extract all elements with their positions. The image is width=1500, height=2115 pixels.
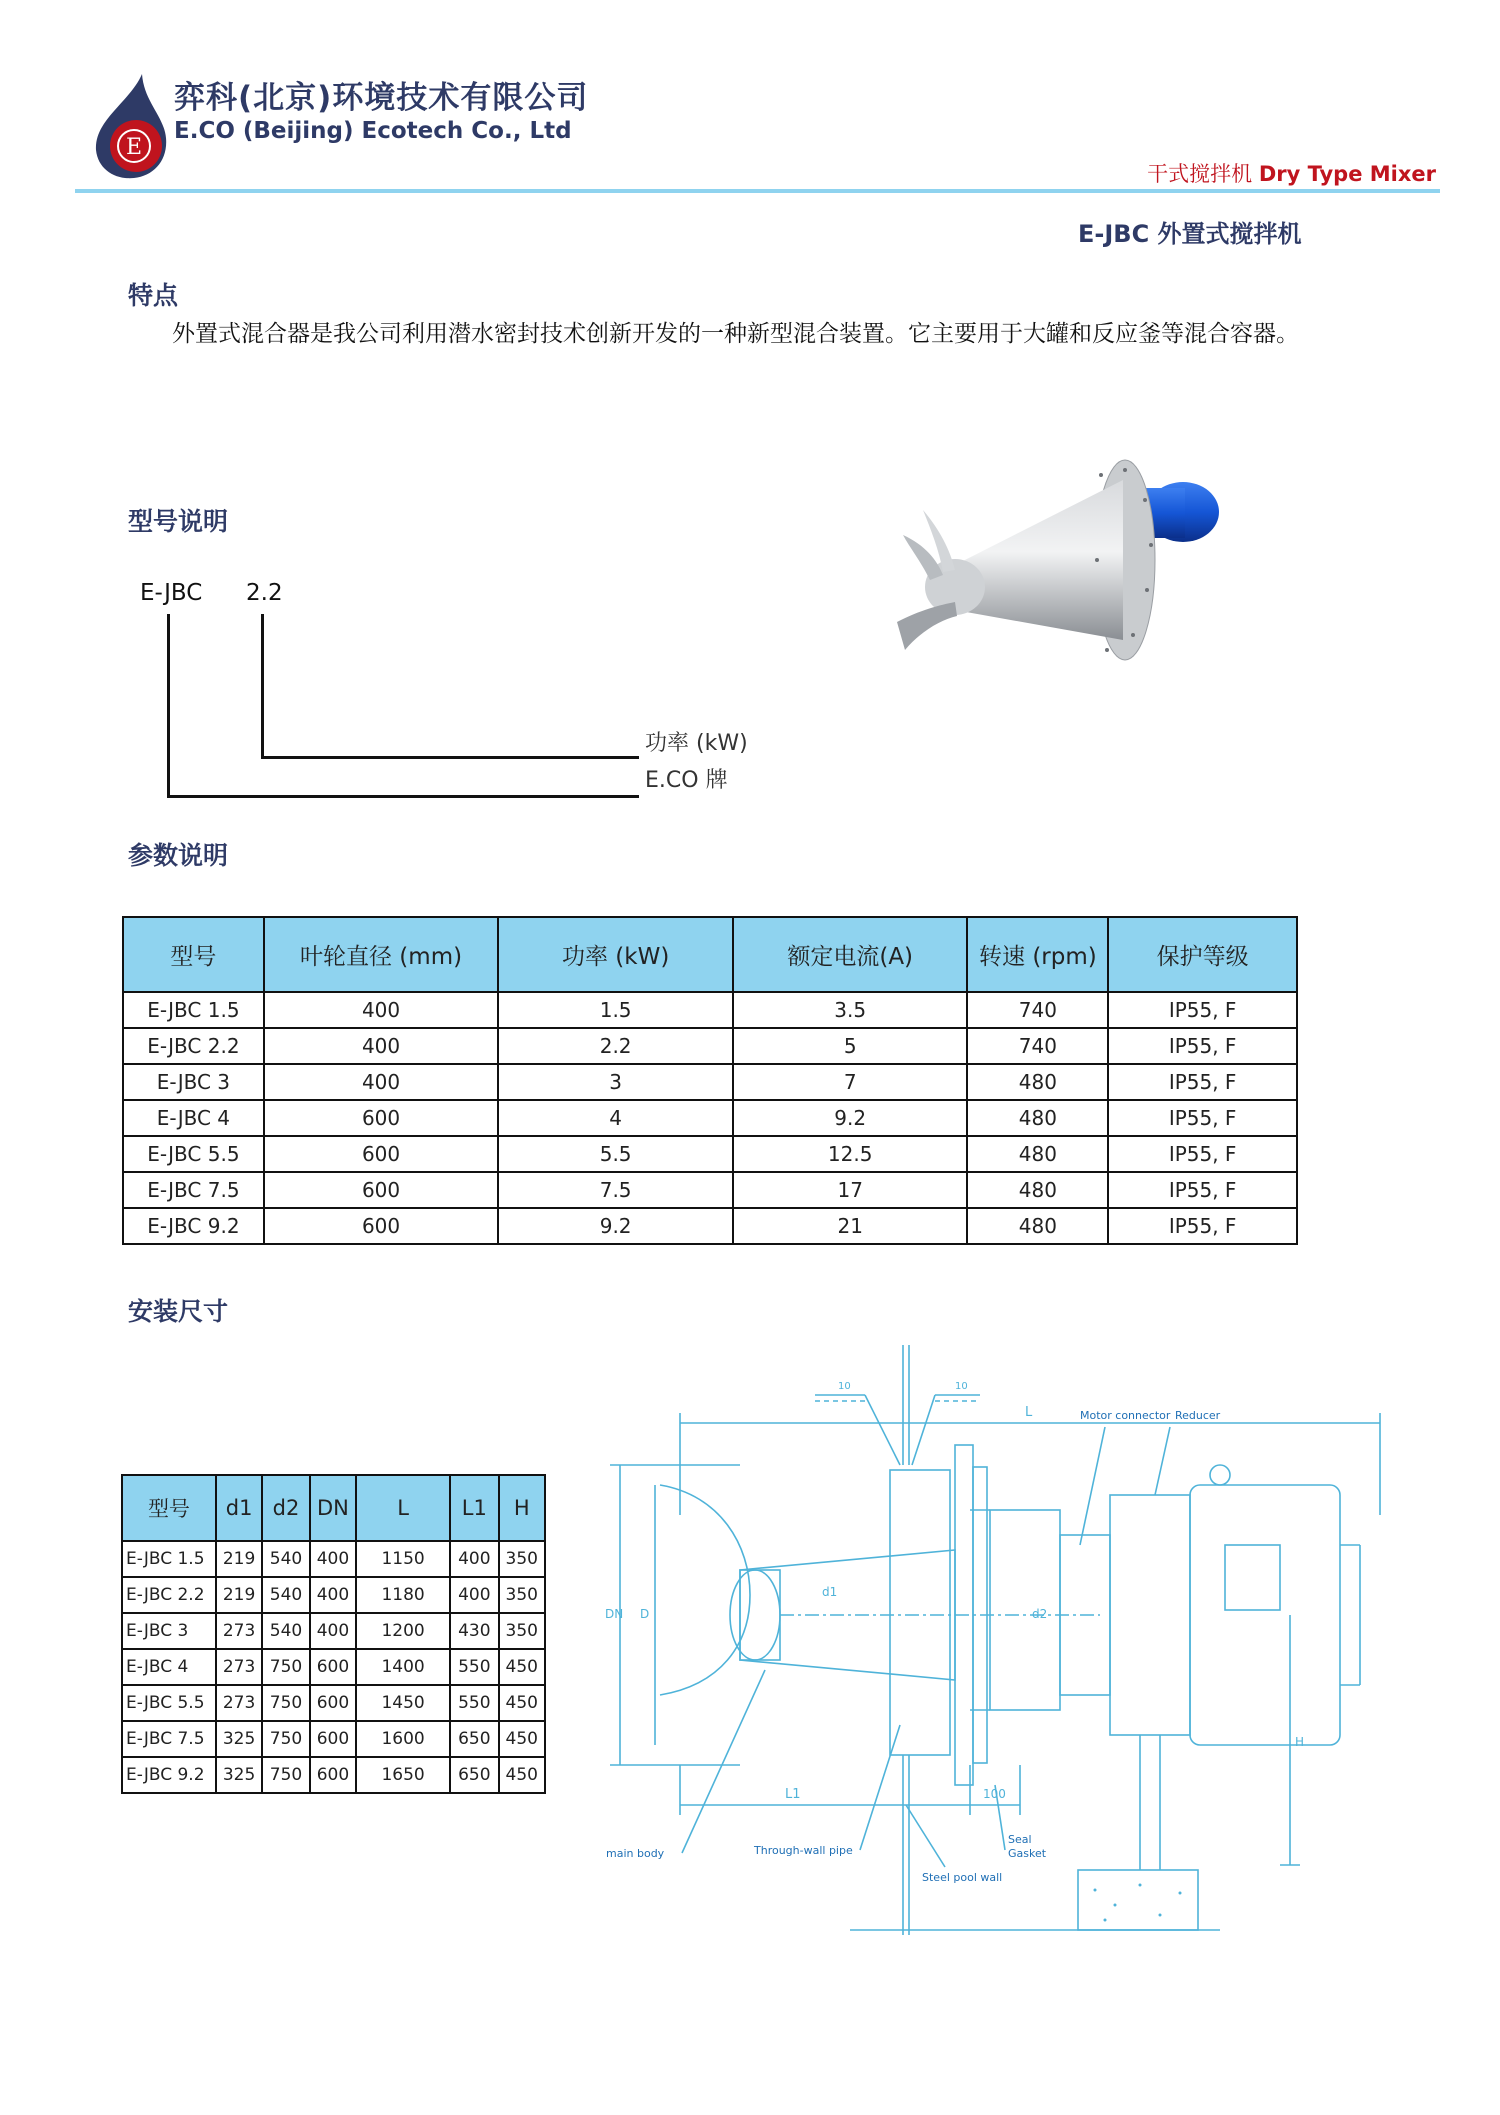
model-bracket-brand-vertical	[167, 614, 170, 798]
product-image	[895, 450, 1240, 685]
table-cell: IP55, F	[1108, 1208, 1297, 1244]
table-cell: E-JBC 7.5	[122, 1721, 216, 1757]
table-cell: IP55, F	[1108, 992, 1297, 1028]
model-bracket-power-horizontal	[261, 756, 639, 759]
table-cell: 450	[499, 1757, 545, 1793]
product-title: E-JBC 外置式搅拌机	[1078, 220, 1302, 248]
table-cell: 550	[450, 1649, 498, 1685]
model-legend-power: 功率 (kW)	[645, 731, 748, 756]
table-cell: 750	[262, 1721, 309, 1757]
install-col-d2: d2	[262, 1475, 309, 1541]
table-cell: IP55, F	[1108, 1028, 1297, 1064]
table-row	[122, 1721, 545, 1757]
params-header-row	[123, 917, 1297, 992]
model-code-power: 2.2	[246, 580, 283, 606]
drawing-label-reducer: Reducer	[1175, 1409, 1221, 1422]
table-cell: E-JBC 2.2	[123, 1028, 264, 1064]
model-bracket-power-vertical	[261, 614, 264, 759]
install-col-h: H	[499, 1475, 545, 1541]
params-col-current: 额定电流(A)	[733, 917, 968, 992]
document-category-cn: 干式搅拌机	[1147, 162, 1253, 186]
table-cell: IP55, F	[1108, 1136, 1297, 1172]
drawing-weld-1: 10	[838, 1381, 851, 1392]
table-cell: 540	[262, 1613, 309, 1649]
table-cell: 1600	[356, 1721, 450, 1757]
table-cell: 650	[450, 1721, 498, 1757]
table-cell: IP55, F	[1108, 1172, 1297, 1208]
table-cell: 550	[450, 1685, 498, 1721]
table-cell: 450	[499, 1685, 545, 1721]
features-heading: 特点	[128, 281, 179, 310]
table-cell: 480	[967, 1172, 1108, 1208]
drawing-dim-d: D	[640, 1607, 650, 1621]
table-cell: E-JBC 1.5	[123, 992, 264, 1028]
table-cell: 400	[310, 1541, 356, 1577]
install-col-l: L	[356, 1475, 450, 1541]
install-col-dn: DN	[310, 1475, 356, 1541]
document-category	[1147, 158, 1436, 188]
table-cell: 450	[499, 1721, 545, 1757]
table-cell: 2.2	[498, 1028, 733, 1064]
params-col-impeller: 叶轮直径 (mm)	[264, 917, 499, 992]
table-cell: 7.5	[498, 1172, 733, 1208]
table-cell: 750	[262, 1757, 309, 1793]
drawing-weld-2: 10	[955, 1381, 968, 1392]
drawing-label-gasket: Gasket	[1008, 1847, 1047, 1860]
drawing-label-main-body: main body	[606, 1847, 665, 1860]
table-row	[122, 1649, 545, 1685]
table-cell: 3.5	[733, 992, 968, 1028]
model-legend-brand: E.CO 牌	[645, 768, 728, 793]
table-cell: 4	[498, 1100, 733, 1136]
table-row	[122, 1577, 545, 1613]
document-category-en: Dry Type Mixer	[1258, 162, 1436, 186]
drawing-dim-d2: d2	[1032, 1607, 1048, 1621]
table-cell: E-JBC 3	[122, 1613, 216, 1649]
table-row	[123, 1136, 1297, 1172]
table-cell: 273	[216, 1685, 262, 1721]
table-cell: 9.2	[498, 1208, 733, 1244]
table-row	[122, 1685, 545, 1721]
table-cell: 600	[264, 1100, 499, 1136]
table-cell: 3	[498, 1064, 733, 1100]
drawing-dim-l: L	[1025, 1405, 1033, 1420]
drawing-dim-l1: L1	[785, 1787, 801, 1802]
table-cell: 350	[499, 1577, 545, 1613]
drawing-dim-100: 100	[983, 1787, 1006, 1801]
table-cell: 740	[967, 992, 1108, 1028]
install-header-row	[122, 1475, 545, 1541]
table-cell: 600	[310, 1685, 356, 1721]
table-row	[123, 1172, 1297, 1208]
params-col-speed: 转速 (rpm)	[967, 917, 1108, 992]
company-name-cn: 弈科(北京)环境技术有限公司	[174, 80, 589, 116]
table-cell: 7	[733, 1064, 968, 1100]
table-cell: 325	[216, 1757, 262, 1793]
table-cell: 400	[264, 1064, 499, 1100]
table-row	[122, 1541, 545, 1577]
table-cell: 480	[967, 1208, 1108, 1244]
model-heading: 型号说明	[128, 507, 229, 536]
drawing-label-motor-connector: Motor connector	[1080, 1409, 1171, 1422]
table-cell: 1400	[356, 1649, 450, 1685]
table-cell: E-JBC 3	[123, 1064, 264, 1100]
table-cell: E-JBC 1.5	[122, 1541, 216, 1577]
model-code-prefix: E-JBC	[140, 580, 203, 606]
table-cell: E-JBC 4	[123, 1100, 264, 1136]
drawing-label-through-wall-pipe: Through-wall pipe	[754, 1844, 853, 1857]
table-row	[122, 1757, 545, 1793]
table-row	[123, 992, 1297, 1028]
params-heading: 参数说明	[128, 841, 229, 870]
header-divider	[75, 189, 1440, 193]
table-cell: 650	[450, 1757, 498, 1793]
table-cell: 1150	[356, 1541, 450, 1577]
table-cell: IP55, F	[1108, 1064, 1297, 1100]
table-row	[123, 1100, 1297, 1136]
table-cell: 5.5	[498, 1136, 733, 1172]
table-cell: E-JBC 7.5	[123, 1172, 264, 1208]
table-cell: 350	[499, 1613, 545, 1649]
table-cell: 219	[216, 1541, 262, 1577]
table-cell: 325	[216, 1721, 262, 1757]
table-cell: E-JBC 4	[122, 1649, 216, 1685]
install-col-l1: L1	[450, 1475, 498, 1541]
drawing-label-seal: Seal	[1008, 1833, 1032, 1846]
table-row	[123, 1028, 1297, 1064]
table-row	[123, 1208, 1297, 1244]
table-cell: E-JBC 5.5	[122, 1685, 216, 1721]
params-col-power: 功率 (kW)	[498, 917, 733, 992]
table-cell: 600	[264, 1172, 499, 1208]
table-cell: 600	[310, 1757, 356, 1793]
drawing-dim-dn: DN	[605, 1607, 624, 1621]
drawing-label-steel-pool-wall: Steel pool wall	[922, 1871, 1003, 1884]
table-cell: 1.5	[498, 992, 733, 1028]
table-cell: 273	[216, 1613, 262, 1649]
table-cell: 400	[264, 1028, 499, 1064]
table-cell: 480	[967, 1064, 1108, 1100]
params-col-model: 型号	[123, 917, 264, 992]
table-cell: 750	[262, 1649, 309, 1685]
install-heading: 安装尺寸	[128, 1297, 229, 1326]
table-row	[123, 1064, 1297, 1100]
table-cell: E-JBC 9.2	[123, 1208, 264, 1244]
table-cell: 1450	[356, 1685, 450, 1721]
install-table	[121, 1474, 546, 1794]
table-cell: 540	[262, 1541, 309, 1577]
install-col-d1: d1	[216, 1475, 262, 1541]
install-col-model: 型号	[122, 1475, 216, 1541]
company-logo	[92, 72, 170, 182]
table-cell: 400	[450, 1541, 498, 1577]
table-cell: 750	[262, 1685, 309, 1721]
table-cell: 600	[264, 1208, 499, 1244]
table-cell: E-JBC 5.5	[123, 1136, 264, 1172]
table-cell: 740	[967, 1028, 1108, 1064]
table-cell: 9.2	[733, 1100, 968, 1136]
table-cell: 480	[967, 1100, 1108, 1136]
table-cell: 600	[310, 1649, 356, 1685]
table-cell: 1180	[356, 1577, 450, 1613]
model-bracket-brand-horizontal	[167, 795, 639, 798]
table-cell: 219	[216, 1577, 262, 1613]
table-row	[122, 1613, 545, 1649]
table-cell: 600	[264, 1136, 499, 1172]
table-cell: 12.5	[733, 1136, 968, 1172]
table-cell: 1650	[356, 1757, 450, 1793]
table-cell: 400	[310, 1613, 356, 1649]
table-cell: E-JBC 2.2	[122, 1577, 216, 1613]
table-cell: 21	[733, 1208, 968, 1244]
installation-drawing	[600, 1345, 1400, 1935]
table-cell: 540	[262, 1577, 309, 1613]
table-cell: 600	[310, 1721, 356, 1757]
params-col-protection: 保护等级	[1108, 917, 1297, 992]
table-cell: 450	[499, 1649, 545, 1685]
table-cell: E-JBC 9.2	[122, 1757, 216, 1793]
drawing-dim-d1: d1	[822, 1585, 838, 1599]
table-cell: IP55, F	[1108, 1100, 1297, 1136]
drawing-dim-h: H	[1295, 1735, 1305, 1749]
table-cell: 480	[967, 1136, 1108, 1172]
params-table	[122, 916, 1298, 1245]
table-cell: 17	[733, 1172, 968, 1208]
table-cell: 350	[499, 1541, 545, 1577]
svg-text:E: E	[125, 135, 143, 160]
table-cell: 5	[733, 1028, 968, 1064]
table-cell: 430	[450, 1613, 498, 1649]
table-cell: 273	[216, 1649, 262, 1685]
company-name-en: E.CO (Beijing) Ecotech Co., Ltd	[174, 118, 572, 144]
table-cell: 400	[264, 992, 499, 1028]
table-cell: 400	[450, 1577, 498, 1613]
table-cell: 400	[310, 1577, 356, 1613]
table-cell: 1200	[356, 1613, 450, 1649]
features-text: 外置式混合器是我公司利用潜水密封技术创新开发的一种新型混合装置。它主要用于大罐和反应釜等混合容器。	[172, 321, 1299, 347]
